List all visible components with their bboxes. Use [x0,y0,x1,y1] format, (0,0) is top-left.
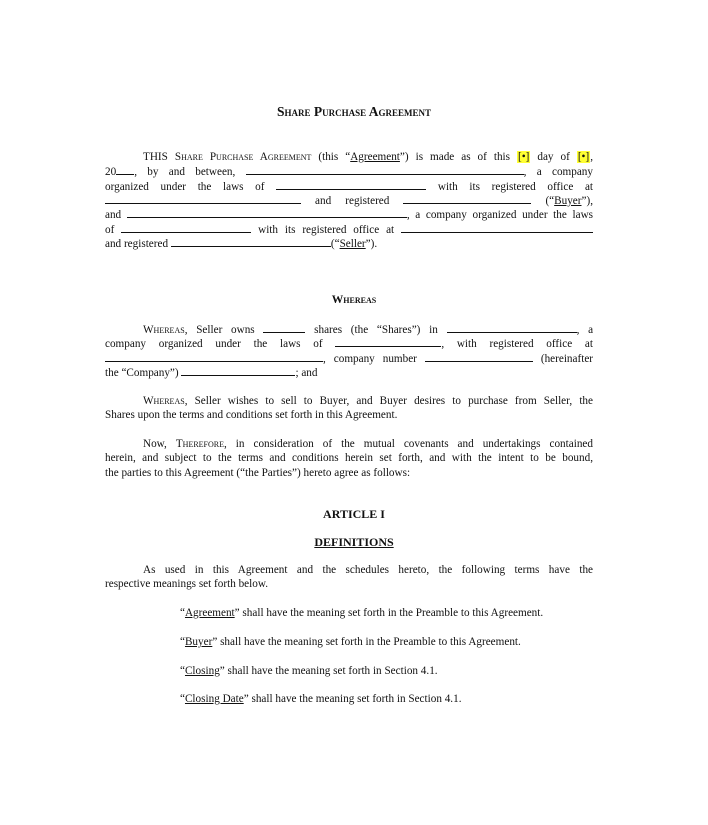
date-placeholder[interactable]: [•] [518,151,530,163]
company-number-blank[interactable] [425,351,533,362]
share-count-blank[interactable] [263,322,305,333]
buyer-name-blank[interactable] [246,164,524,175]
company-jurisdiction-blank[interactable] [335,336,441,347]
preamble-line-4: and registered (“Buyer”), [105,193,593,208]
whereas1-line-1: Whereas, Seller owns shares (the “Shares”) in , a [143,324,594,336]
definitions-intro-line-1: As used in this Agreement and the schedules hereto, the following terms have the [143,564,593,576]
seller-address-blank[interactable] [401,222,593,233]
whereas1-line-3: , company number (hereinafter [105,351,593,366]
seller-registration-blank[interactable] [171,236,331,247]
article-subtitle: DEFINITIONS [314,535,394,549]
company-short-name-blank[interactable] [181,365,295,376]
preamble-line-5: and , a company organized under the laws [105,209,594,221]
whereas2-line-2: Shares upon the terms and conditions set forth in this Agreement. [105,409,398,421]
definition-item: “Buyer” shall have the meaning set forth in the Preamble to this Agreement. [180,636,521,648]
definition-item: “Closing Date” shall have the meaning set forth in Section 4.1. [180,693,462,705]
preamble-line-6: of with its registered office at [105,222,593,237]
document-title: Share Purchase Agreement [276,104,432,119]
whereas1-line-4: the “Company”) ; and [105,367,318,379]
definition-item: “Closing” shall have the meaning set forth in Section 4.1. [180,665,438,677]
company-name-blank[interactable] [447,322,577,333]
preamble-line-7: and registered (“Seller”). [105,238,378,250]
buyer-registration-blank[interactable] [403,193,531,204]
definition-item: “Agreement” shall have the meaning set forth in the Preamble to this Agreement. [180,607,544,619]
definition-term: Buyer [184,636,213,648]
article-title: ARTICLE I [323,507,385,521]
definition-term: Closing [184,665,220,677]
therefore-line-1: Now, Therefore, in consideration of the mutual covenants and undertakings contained [143,438,593,450]
year-blank[interactable] [116,164,134,175]
definitions-intro-line-2: respective meanings set forth below. [105,578,268,590]
therefore-line-3: the parties to this Agreement (“the Parties”) hereto agree as follows: [105,467,411,479]
whereas-heading: Whereas [331,294,377,306]
whereas2-line-1: Whereas, Seller wishes to sell to Buyer, and Buyer desires to purchase from Seller, the [143,395,593,407]
company-address-blank[interactable] [105,351,323,362]
preamble-line-2: 20 , by and between, , a company [105,166,593,178]
therefore-line-2: herein, and subject to the terms and conditions herein set forth, and with the intent to be bound, [105,452,593,464]
seller-name-blank[interactable] [127,207,407,218]
month-placeholder[interactable]: [•] [577,151,590,163]
definition-term: Agreement [184,607,235,619]
preamble-line-1: THIS Share Purchase Agreement (this “Agreement”) is made as of this [•] day of [•], [143,151,593,163]
buyer-jurisdiction-blank[interactable] [276,179,426,190]
whereas1-line-2: company organized under the laws of , with registered office at [105,338,594,350]
buyer-address-blank[interactable] [105,193,301,204]
preamble-line-3: organized under the laws of with its registered office at [105,181,594,193]
definition-term: Closing Date [184,693,244,705]
seller-jurisdiction-blank[interactable] [121,222,251,233]
